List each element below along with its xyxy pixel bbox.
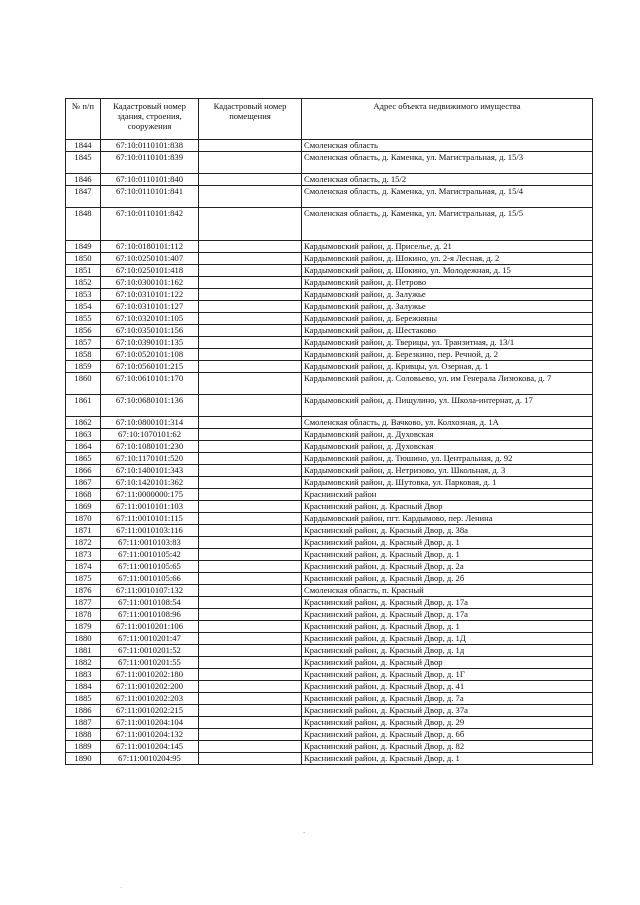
building-cadastral-number: 67:10:0110101:838	[101, 140, 199, 152]
object-address: Смоленская область, д. Каменка, ул. Магистральная, д. 15/5	[302, 208, 593, 241]
object-address: Краснинский район, д. Красный Двор, д. 1Г	[302, 669, 593, 681]
row-number: 1878	[66, 609, 101, 621]
table-row	[66, 395, 593, 417]
row-number: 1864	[66, 441, 101, 453]
object-address: Краснинский район, д. Красный Двор, д. 1	[302, 753, 593, 765]
table-row	[66, 657, 593, 669]
row-number: 1871	[66, 525, 101, 537]
room-cadastral-number	[199, 241, 302, 253]
table-row	[66, 537, 593, 549]
table-row	[66, 140, 593, 152]
table-row	[66, 693, 593, 705]
row-number: 1849	[66, 241, 101, 253]
room-cadastral-number	[199, 525, 302, 537]
building-cadastral-number: 67:11:0010204:95	[101, 753, 199, 765]
room-cadastral-number	[199, 208, 302, 241]
building-cadastral-number: 67:10:0110101:840	[101, 174, 199, 186]
object-address: Кардымовский район, д. Бережняны	[302, 313, 593, 325]
row-number: 1882	[66, 657, 101, 669]
object-address: Кардымовский район, д. Шестаково	[302, 325, 593, 337]
row-number: 1870	[66, 513, 101, 525]
room-cadastral-number	[199, 289, 302, 301]
building-cadastral-number: 67:11:0010105:66	[101, 573, 199, 585]
object-address: Кардымовский район, пгт. Кардымово, пер. Ленина	[302, 513, 593, 525]
row-number: 1883	[66, 669, 101, 681]
table-row	[66, 313, 593, 325]
table-row	[66, 152, 593, 174]
table-row	[66, 489, 593, 501]
object-address: Краснинский район, д. Красный Двор, д. 29	[302, 717, 593, 729]
room-cadastral-number	[199, 465, 302, 477]
row-number: 1885	[66, 693, 101, 705]
building-cadastral-number: 67:10:1070101:62	[101, 429, 199, 441]
object-address: Кардымовский район, д. Тверицы, ул. Транзитная, д. 13/1	[302, 337, 593, 349]
building-cadastral-number: 67:11:0010103:116	[101, 525, 199, 537]
cadastral-table	[65, 98, 593, 765]
header-num: № п/п	[66, 99, 101, 140]
object-address: Краснинский район, д. Красный Двор, д. 82	[302, 741, 593, 753]
object-address: Краснинский район, д. Красный Двор, д. 41	[302, 681, 593, 693]
row-number: 1851	[66, 265, 101, 277]
building-cadastral-number: 67:11:0000000:175	[101, 489, 199, 501]
room-cadastral-number	[199, 429, 302, 441]
building-cadastral-number: 67:10:1170101:520	[101, 453, 199, 465]
room-cadastral-number	[199, 561, 302, 573]
object-address: Кардымовский район, д. Тюшино, ул. Центральная, д. 92	[302, 453, 593, 465]
object-address: Кардымовский район, д. Приселье, д. 21	[302, 241, 593, 253]
row-number: 1853	[66, 289, 101, 301]
room-cadastral-number	[199, 717, 302, 729]
row-number: 1858	[66, 349, 101, 361]
table-row	[66, 717, 593, 729]
object-address: Кардымовский район, д. Духовская	[302, 429, 593, 441]
room-cadastral-number	[199, 337, 302, 349]
object-address: Кардымовский район, д. Шокино, ул. 2-я Лесная, д. 2	[302, 253, 593, 265]
table-row	[66, 373, 593, 395]
building-cadastral-number: 67:11:0010107:132	[101, 585, 199, 597]
room-cadastral-number	[199, 186, 302, 208]
room-cadastral-number	[199, 417, 302, 429]
room-cadastral-number	[199, 669, 302, 681]
row-number: 1868	[66, 489, 101, 501]
header-address: Адрес объекта недвижимого имущества	[302, 99, 593, 140]
table-row	[66, 597, 593, 609]
scan-mark: ˑ	[303, 829, 306, 838]
row-number: 1888	[66, 729, 101, 741]
room-cadastral-number	[199, 681, 302, 693]
object-address: Кардымовский район, д. Шокино, ул. Молодежная, д. 15	[302, 265, 593, 277]
building-cadastral-number: 67:11:0010105:65	[101, 561, 199, 573]
table-row	[66, 349, 593, 361]
room-cadastral-number	[199, 152, 302, 174]
table-row	[66, 525, 593, 537]
room-cadastral-number	[199, 597, 302, 609]
table-row	[66, 208, 593, 241]
object-address: Краснинский район, д. Красный Двор, д. 1д	[302, 645, 593, 657]
object-address: Краснинский район, д. Красный Двор	[302, 501, 593, 513]
building-cadastral-number: 67:11:0010103:83	[101, 537, 199, 549]
object-address: Кардымовский район, д. Березкино, пер. Речной, д. 2	[302, 349, 593, 361]
building-cadastral-number: 67:10:0310101:127	[101, 301, 199, 313]
row-number: 1847	[66, 186, 101, 208]
building-cadastral-number: 67:11:0010201:47	[101, 633, 199, 645]
row-number: 1886	[66, 705, 101, 717]
row-number: 1873	[66, 549, 101, 561]
building-cadastral-number: 67:10:0390101:135	[101, 337, 199, 349]
room-cadastral-number	[199, 741, 302, 753]
row-number: 1869	[66, 501, 101, 513]
object-address: Кардымовский район, д. Пищулино, ул. Школа-интернат, д. 17	[302, 395, 593, 417]
building-cadastral-number: 67:11:0010108:96	[101, 609, 199, 621]
table-row	[66, 477, 593, 489]
row-number: 1887	[66, 717, 101, 729]
table-row	[66, 645, 593, 657]
table-row	[66, 417, 593, 429]
row-number: 1857	[66, 337, 101, 349]
row-number: 1852	[66, 277, 101, 289]
building-cadastral-number: 67:10:0110101:842	[101, 208, 199, 241]
object-address: Кардымовский район, д. Кривцы, ул. Озерная, д. 1	[302, 361, 593, 373]
building-cadastral-number: 67:10:0520101:108	[101, 349, 199, 361]
object-address: Краснинский район, д. Красный Двор, д. 38а	[302, 525, 593, 537]
room-cadastral-number	[199, 549, 302, 561]
object-address: Кардымовский район, д. Залужье	[302, 301, 593, 313]
row-number: 1856	[66, 325, 101, 337]
object-address: Краснинский район, д. Красный Двор, д. 1	[302, 621, 593, 633]
object-address: Кардымовский район, д. Петрово	[302, 277, 593, 289]
building-cadastral-number: 67:11:0010204:145	[101, 741, 199, 753]
object-address: Смоленская область	[302, 140, 593, 152]
object-address: Краснинский район, д. Красный Двор, д. 37а	[302, 705, 593, 717]
row-number: 1848	[66, 208, 101, 241]
room-cadastral-number	[199, 253, 302, 265]
building-cadastral-number: 67:10:0110101:839	[101, 152, 199, 174]
table-row	[66, 729, 593, 741]
table-row	[66, 361, 593, 373]
table-row	[66, 265, 593, 277]
table-header-row	[66, 99, 593, 140]
room-cadastral-number	[199, 325, 302, 337]
table-body	[66, 140, 593, 765]
row-number: 1875	[66, 573, 101, 585]
row-number: 1874	[66, 561, 101, 573]
object-address: Краснинский район, д. Красный Двор, д. 1	[302, 549, 593, 561]
building-cadastral-number: 67:11:0010204:132	[101, 729, 199, 741]
row-number: 1867	[66, 477, 101, 489]
row-number: 1881	[66, 645, 101, 657]
row-number: 1860	[66, 373, 101, 395]
table-row	[66, 681, 593, 693]
room-cadastral-number	[199, 313, 302, 325]
row-number: 1865	[66, 453, 101, 465]
building-cadastral-number: 67:11:0010105:42	[101, 549, 199, 561]
building-cadastral-number: 67:10:0110101:841	[101, 186, 199, 208]
table-row	[66, 753, 593, 765]
table-row	[66, 174, 593, 186]
building-cadastral-number: 67:10:0300101:162	[101, 277, 199, 289]
object-address: Краснинский район	[302, 489, 593, 501]
object-address: Краснинский район, д. Красный Двор	[302, 657, 593, 669]
row-number: 1850	[66, 253, 101, 265]
object-address: Кардымовский район, д. Духовская	[302, 441, 593, 453]
table-row	[66, 741, 593, 753]
room-cadastral-number	[199, 301, 302, 313]
object-address: Смоленская область, д. Каменка, ул. Магистральная, д. 15/3	[302, 152, 593, 174]
object-address: Краснинский район, д. Красный Двор, д. 6б	[302, 729, 593, 741]
table-row	[66, 705, 593, 717]
table-row	[66, 325, 593, 337]
object-address: Смоленская область, д. 15/2	[302, 174, 593, 186]
room-cadastral-number	[199, 753, 302, 765]
table-row	[66, 441, 593, 453]
building-cadastral-number: 67:11:0010202:203	[101, 693, 199, 705]
table-row	[66, 585, 593, 597]
object-address: Смоленская область, п. Красный	[302, 585, 593, 597]
building-cadastral-number: 67:10:0250101:418	[101, 265, 199, 277]
room-cadastral-number	[199, 489, 302, 501]
scan-mark: ˑ	[120, 884, 123, 893]
row-number: 1872	[66, 537, 101, 549]
room-cadastral-number	[199, 501, 302, 513]
object-address: Краснинский район, д. Красный Двор, д. 17а	[302, 609, 593, 621]
room-cadastral-number	[199, 361, 302, 373]
object-address: Смоленская область, д. Вачково, ул. Колхозная, д. 1А	[302, 417, 593, 429]
row-number: 1845	[66, 152, 101, 174]
row-number: 1877	[66, 597, 101, 609]
room-cadastral-number	[199, 265, 302, 277]
room-cadastral-number	[199, 373, 302, 395]
room-cadastral-number	[199, 395, 302, 417]
object-address: Краснинский район, д. Красный Двор, д. 17а	[302, 597, 593, 609]
object-address: Кардымовский район, д. Шутовка, ул. Парковая, д. 1	[302, 477, 593, 489]
table-row	[66, 669, 593, 681]
table-row	[66, 429, 593, 441]
row-number: 1861	[66, 395, 101, 417]
table-row	[66, 301, 593, 313]
table-row	[66, 289, 593, 301]
building-cadastral-number: 67:10:0560101:215	[101, 361, 199, 373]
building-cadastral-number: 67:10:1080101:230	[101, 441, 199, 453]
building-cadastral-number: 67:10:0800101:314	[101, 417, 199, 429]
row-number: 1854	[66, 301, 101, 313]
building-cadastral-number: 67:10:0250101:407	[101, 253, 199, 265]
room-cadastral-number	[199, 693, 302, 705]
row-number: 1855	[66, 313, 101, 325]
room-cadastral-number	[199, 441, 302, 453]
room-cadastral-number	[199, 513, 302, 525]
table-row	[66, 609, 593, 621]
object-address: Краснинский район, д. Красный Двор, д. 2а	[302, 561, 593, 573]
row-number: 1862	[66, 417, 101, 429]
table-row	[66, 549, 593, 561]
room-cadastral-number	[199, 174, 302, 186]
table-row	[66, 621, 593, 633]
building-cadastral-number: 67:11:0010204:104	[101, 717, 199, 729]
building-cadastral-number: 67:11:0010202:180	[101, 669, 199, 681]
object-address: Смоленская область, д. Каменка, ул. Магистральная, д. 15/4	[302, 186, 593, 208]
room-cadastral-number	[199, 573, 302, 585]
row-number: 1866	[66, 465, 101, 477]
table-row	[66, 513, 593, 525]
object-address: Кардымовский район, д. Залужье	[302, 289, 593, 301]
building-cadastral-number: 67:10:1400101:343	[101, 465, 199, 477]
room-cadastral-number	[199, 633, 302, 645]
room-cadastral-number	[199, 621, 302, 633]
room-cadastral-number	[199, 277, 302, 289]
object-address: Краснинский район, д. Красный Двор, д. 1	[302, 537, 593, 549]
row-number: 1846	[66, 174, 101, 186]
object-address: Краснинский район, д. Красный Двор, д. 2б	[302, 573, 593, 585]
object-address: Краснинский район, д. Красный Двор, д. 1Д	[302, 633, 593, 645]
room-cadastral-number	[199, 453, 302, 465]
row-number: 1863	[66, 429, 101, 441]
header-cad-building: Кадастровый номер здания, строения, сооружения	[101, 99, 199, 140]
building-cadastral-number: 67:10:0310101:122	[101, 289, 199, 301]
room-cadastral-number	[199, 140, 302, 152]
row-number: 1890	[66, 753, 101, 765]
building-cadastral-number: 67:10:0180101:112	[101, 241, 199, 253]
room-cadastral-number	[199, 729, 302, 741]
row-number: 1884	[66, 681, 101, 693]
table-row	[66, 253, 593, 265]
table-row	[66, 453, 593, 465]
room-cadastral-number	[199, 585, 302, 597]
header-cad-room: Кадастровый номер помещения	[199, 99, 302, 140]
building-cadastral-number: 67:11:0010201:52	[101, 645, 199, 657]
row-number: 1859	[66, 361, 101, 373]
table-row	[66, 573, 593, 585]
object-address: Кардымовский район, д. Нетризово, ул. Школьная, д. 3	[302, 465, 593, 477]
room-cadastral-number	[199, 645, 302, 657]
building-cadastral-number: 67:11:0010101:103	[101, 501, 199, 513]
building-cadastral-number: 67:11:0010202:215	[101, 705, 199, 717]
room-cadastral-number	[199, 349, 302, 361]
table-row	[66, 561, 593, 573]
building-cadastral-number: 67:10:1420101:362	[101, 477, 199, 489]
room-cadastral-number	[199, 537, 302, 549]
room-cadastral-number	[199, 609, 302, 621]
table-row	[66, 277, 593, 289]
room-cadastral-number	[199, 657, 302, 669]
building-cadastral-number: 67:11:0010108:54	[101, 597, 199, 609]
room-cadastral-number	[199, 705, 302, 717]
row-number: 1880	[66, 633, 101, 645]
table-row	[66, 337, 593, 349]
object-address: Краснинский район, д. Красный Двор, д. 7а	[302, 693, 593, 705]
table-row	[66, 465, 593, 477]
row-number: 1879	[66, 621, 101, 633]
building-cadastral-number: 67:10:0320101:105	[101, 313, 199, 325]
building-cadastral-number: 67:10:0610101:170	[101, 373, 199, 395]
row-number: 1876	[66, 585, 101, 597]
building-cadastral-number: 67:10:0350101:156	[101, 325, 199, 337]
row-number: 1889	[66, 741, 101, 753]
object-address: Кардымовский район, д. Соловьево, ул. им Генерала Лизюкова, д. 7	[302, 373, 593, 395]
room-cadastral-number	[199, 477, 302, 489]
building-cadastral-number: 67:11:0010101:115	[101, 513, 199, 525]
building-cadastral-number: 67:11:0010201:55	[101, 657, 199, 669]
table-row	[66, 241, 593, 253]
table-row	[66, 633, 593, 645]
table-row	[66, 186, 593, 208]
building-cadastral-number: 67:11:0010201:106	[101, 621, 199, 633]
row-number: 1844	[66, 140, 101, 152]
building-cadastral-number: 67:11:0010202:200	[101, 681, 199, 693]
table-row	[66, 501, 593, 513]
building-cadastral-number: 67:10:0680101:136	[101, 395, 199, 417]
